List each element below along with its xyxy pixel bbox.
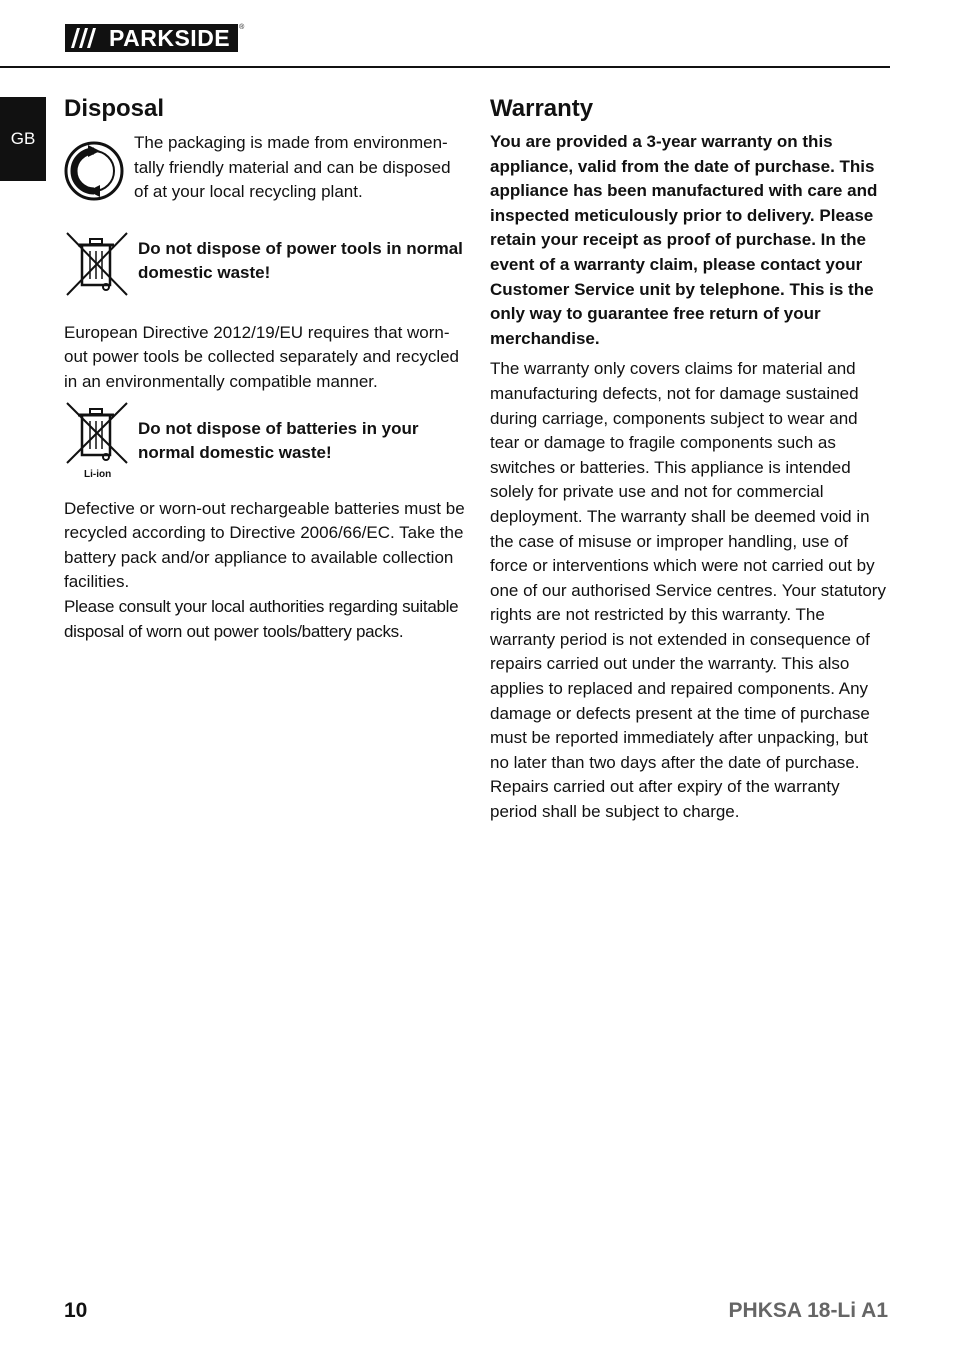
disposal-heading: Disposal (64, 95, 165, 122)
green-dot-recycle-icon (64, 141, 124, 201)
batteries-warning: Do not dispose of batteries in your normal domestic waste! (138, 418, 419, 463)
battery-icon-label: Li-ion (84, 468, 112, 480)
brand-logo (65, 24, 244, 52)
warranty-section (490, 92, 890, 825)
header-rule (0, 66, 890, 68)
logo-slashes-icon (65, 24, 101, 52)
batteries-text-2: Please consult your local authorities regarding suitable disposal of worn out power tools/battery packs. (64, 596, 459, 641)
language-label: GB (10, 129, 36, 148)
model-name: PHKSA 18-Li A1 (728, 1299, 888, 1322)
power-tools-warning: Do not dispose of power tools in normal domestic waste! (138, 238, 463, 283)
language-tab (0, 97, 46, 181)
page-number: 10 (64, 1299, 88, 1322)
registered-mark: ® (239, 24, 245, 31)
brand-name: PARKSIDE (101, 24, 238, 52)
disposal-section (64, 92, 466, 644)
warranty-intro: You are provided a 3-year warranty on this appliance, valid from the date of purchase. This appliance has been manufactured with care and inspected meticulously prior to delivery. Please retain your receipt as proof of purchase. In the event of a warranty claim, please contact your Customer Service unit by telephone. This is the only way to guarantee free return of your merchandise. (490, 132, 878, 348)
directive-text: European Directive 2012/19/EU requires that worn-out power tools be collected separately and recycled in an environmentally compatible manner. (64, 322, 460, 391)
packaging-block (64, 131, 466, 205)
warranty-heading: Warranty (490, 95, 594, 122)
crossed-bin-battery-icon (64, 401, 130, 481)
batteries-warning-block (64, 401, 466, 481)
crossed-bin-icon (64, 231, 130, 299)
batteries-text-1: Defective or worn-out rechargeable batteries must be recycled according to Directive 2006/66/EC. Take the battery pack and/or appliance to available collection facilities. (64, 498, 465, 592)
power-tools-warning-block (64, 231, 466, 299)
packaging-text: The packaging is made from environmen-tally friendly material and can be disposed of at your local recycling plant. (134, 133, 451, 202)
warranty-body: The warranty only covers claims for material and manufacturing defects, not for damage sustained during carriage, components subject to wear and tear or damage to fragile components such as switches or batteries. This appliance is intended solely for private use and not for commercial deployment. The warranty shall be deemed void in the case of misuse or improper handling, use of force or interventions which were not carried out by one of our authorised Service centres. Your statutory rights are not restricted by this warranty. The warranty period is not extended in consequence of repairs carried out under the warranty. This also applies to replaced and repaired components. Any damage or defects present at the time of purchase must be reported immediately after unpacking, but no later than two days after the date of purchase. Repairs carried out after expiry of the warranty period shall be subject to charge. (490, 359, 886, 822)
